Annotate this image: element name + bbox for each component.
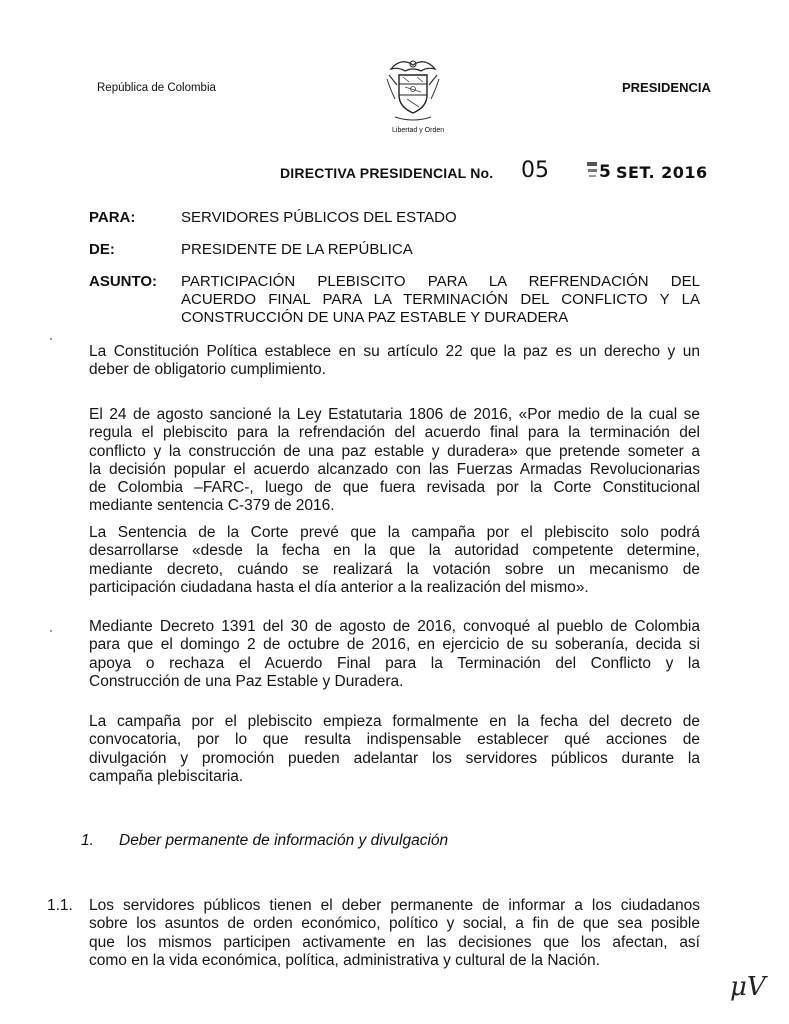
item-line: Los servidores públicos tienen el deber permanente de informar a los ciudadanos	[89, 897, 700, 914]
directive-date: SET. 2016	[616, 163, 708, 182]
asunto-line: ACUERDO FINAL PARA LA TERMINACIÓN DEL CONFLICTO Y LA	[181, 291, 700, 308]
section-number: 1.	[81, 832, 94, 849]
paragraph-line: desarrollarse «desde la fecha en la que la autoridad competente determine,	[89, 542, 700, 560]
item-line: que los mismos participen activamente en las decisiones que los afectan, así	[89, 933, 700, 951]
stamp-mark-icon	[586, 159, 598, 185]
paragraph-line: Construcción de una Paz Estable y Duradera.	[89, 672, 404, 690]
item-number: 1.1.	[47, 897, 73, 914]
directive-date-day: 5	[599, 162, 611, 182]
paragraph-line: La Sentencia de la Corte prevé que la campaña por el plebiscito solo podrá	[89, 524, 700, 541]
asunto-line: CONSTRUCCIÓN DE UNA PAZ ESTABLE Y DURADERA	[181, 309, 569, 326]
country-name: República de Colombia	[97, 82, 216, 94]
paragraph-line: la decisión popular el acuerdo alcanzado con las Fuerzas Armadas Revolucionarias	[89, 460, 700, 478]
section-title: Deber permanente de información y divulgación	[119, 832, 449, 849]
item-text	[89, 897, 700, 970]
paragraph	[89, 524, 700, 597]
scan-mark	[50, 338, 52, 340]
asunto-text	[181, 273, 700, 327]
paragraph-line: mediante sentencia C-379 de 2016.	[89, 497, 335, 515]
presidency-label: PRESIDENCIA	[622, 80, 711, 95]
paragraph-line: El 24 de agosto sancioné la Ley Estatutaria 1806 de 2016, «Por medio de la cual se	[89, 406, 700, 423]
paragraph-line: divulgación y promoción pueden adelantar los servidores públicos durante la	[89, 749, 700, 767]
paragraph-line: apoya o rechaza el Acuerdo Final para la Terminación del Conflicto y la	[89, 654, 700, 672]
paragraph-line: conflicto y la construcción de una paz estable y duradera» que pretende someter a	[89, 442, 700, 460]
motto-text: Libertad y Orden	[392, 127, 445, 134]
paragraph-line: campaña plebiscitaria.	[89, 767, 244, 785]
paragraph-line: Mediante Decreto 1391 del 30 de agosto de 2016, convoqué al pueblo de Colombia	[89, 618, 700, 635]
paragraph-line: convocatoria, por lo que resulta indispensable establecer qué acciones de	[89, 731, 700, 749]
paragraph-line: para que el domingo 2 de octubre de 2016, en ejercicio de su soberanía, decida si	[89, 636, 700, 654]
paragraph-line: regula el plebiscito para la refrendación del acuerdo final para la terminación del	[89, 424, 700, 442]
para-label: PARA:	[89, 209, 136, 226]
paragraph-line: participación ciudadana hasta el día anterior a la realización del mismo».	[89, 578, 589, 596]
de-value: PRESIDENTE DE LA REPÚBLICA	[181, 241, 413, 258]
paragraph-line: mediante decreto, cuándo se realizará la votación sobre un mecanismo de	[89, 560, 700, 578]
paragraph-line: La campaña por el plebiscito empieza formalmente en la fecha del decreto de	[89, 713, 700, 730]
paragraph-line: deber de obligatorio cumplimiento.	[89, 361, 326, 379]
paragraph-line: de Colombia –FARC-, luego de que fuera revisada por la Corte Constitucional	[89, 479, 700, 497]
para-value: SERVIDORES PÚBLICOS DEL ESTADO	[181, 209, 457, 226]
paragraph	[89, 618, 700, 691]
paragraph-line: La Constitución Política establece en su artículo 22 que la paz es un derecho y un	[89, 343, 700, 360]
directive-number: 05	[521, 158, 549, 183]
asunto-label: ASUNTO:	[89, 273, 158, 290]
paragraph	[89, 713, 700, 786]
paragraph	[89, 406, 700, 516]
paragraph	[89, 343, 700, 380]
handwritten-initials: μV	[730, 972, 766, 1002]
item-line: como en la vida económica, política, administrativa y cultural de la Nación.	[89, 951, 600, 969]
de-label: DE:	[89, 241, 115, 258]
coat-of-arms-icon	[383, 55, 443, 127]
scan-mark	[50, 630, 52, 632]
item-line: sobre los asuntos de orden económico, político y social, a fin de que sea posible	[89, 915, 700, 933]
directive-label: DIRECTIVA PRESIDENCIAL No.	[280, 165, 494, 181]
asunto-line: PARTICIPACIÓN PLEBISCITO PARA LA REFRENDACIÓN DEL	[181, 273, 700, 290]
